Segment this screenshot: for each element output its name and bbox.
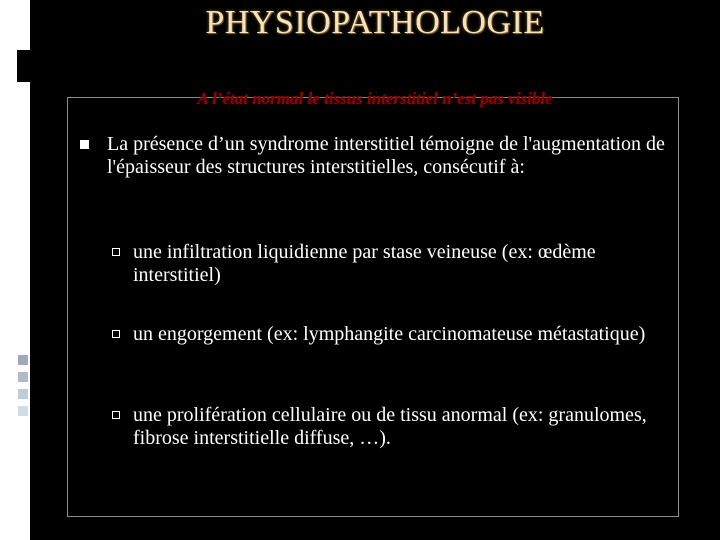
sub-bullet xyxy=(112,404,672,450)
sub-bullet-text: un engorgement (ex: lymphangite carcinomateuse métastatique) xyxy=(133,323,646,345)
slide-title: PHYSIOPATHOLOGIE xyxy=(205,4,545,41)
sub-bullet-text: une infiltration liquidienne par stase veineuse (ex: œdème interstitiel) xyxy=(133,241,596,286)
left-decor-strip xyxy=(0,0,30,540)
decor-square xyxy=(18,355,28,365)
square-bullet-icon xyxy=(80,140,89,149)
decor-square xyxy=(18,406,28,416)
hollow-square-bullet-icon xyxy=(112,248,120,256)
decor-block xyxy=(17,50,30,82)
slide-subtitle: A l’état normal le tissus interstitiel n’est pas visible xyxy=(197,89,553,108)
hollow-square-bullet-icon xyxy=(112,330,120,338)
sub-bullet xyxy=(112,241,672,287)
main-bullet xyxy=(80,133,680,179)
sub-bullet-text: une prolifération cellulaire ou de tissu anormal (ex: granulomes, fibrose interstitielle diffuse, …). xyxy=(133,404,647,449)
hollow-square-bullet-icon xyxy=(112,411,120,419)
sub-bullet xyxy=(112,323,672,346)
decor-square xyxy=(18,389,28,399)
main-bullet-text: La présence d’un syndrome interstitiel témoigne de l'augmentation de l'épaisseur des structures interstitielles, consécutif à: xyxy=(107,133,665,178)
decor-square xyxy=(18,372,28,382)
